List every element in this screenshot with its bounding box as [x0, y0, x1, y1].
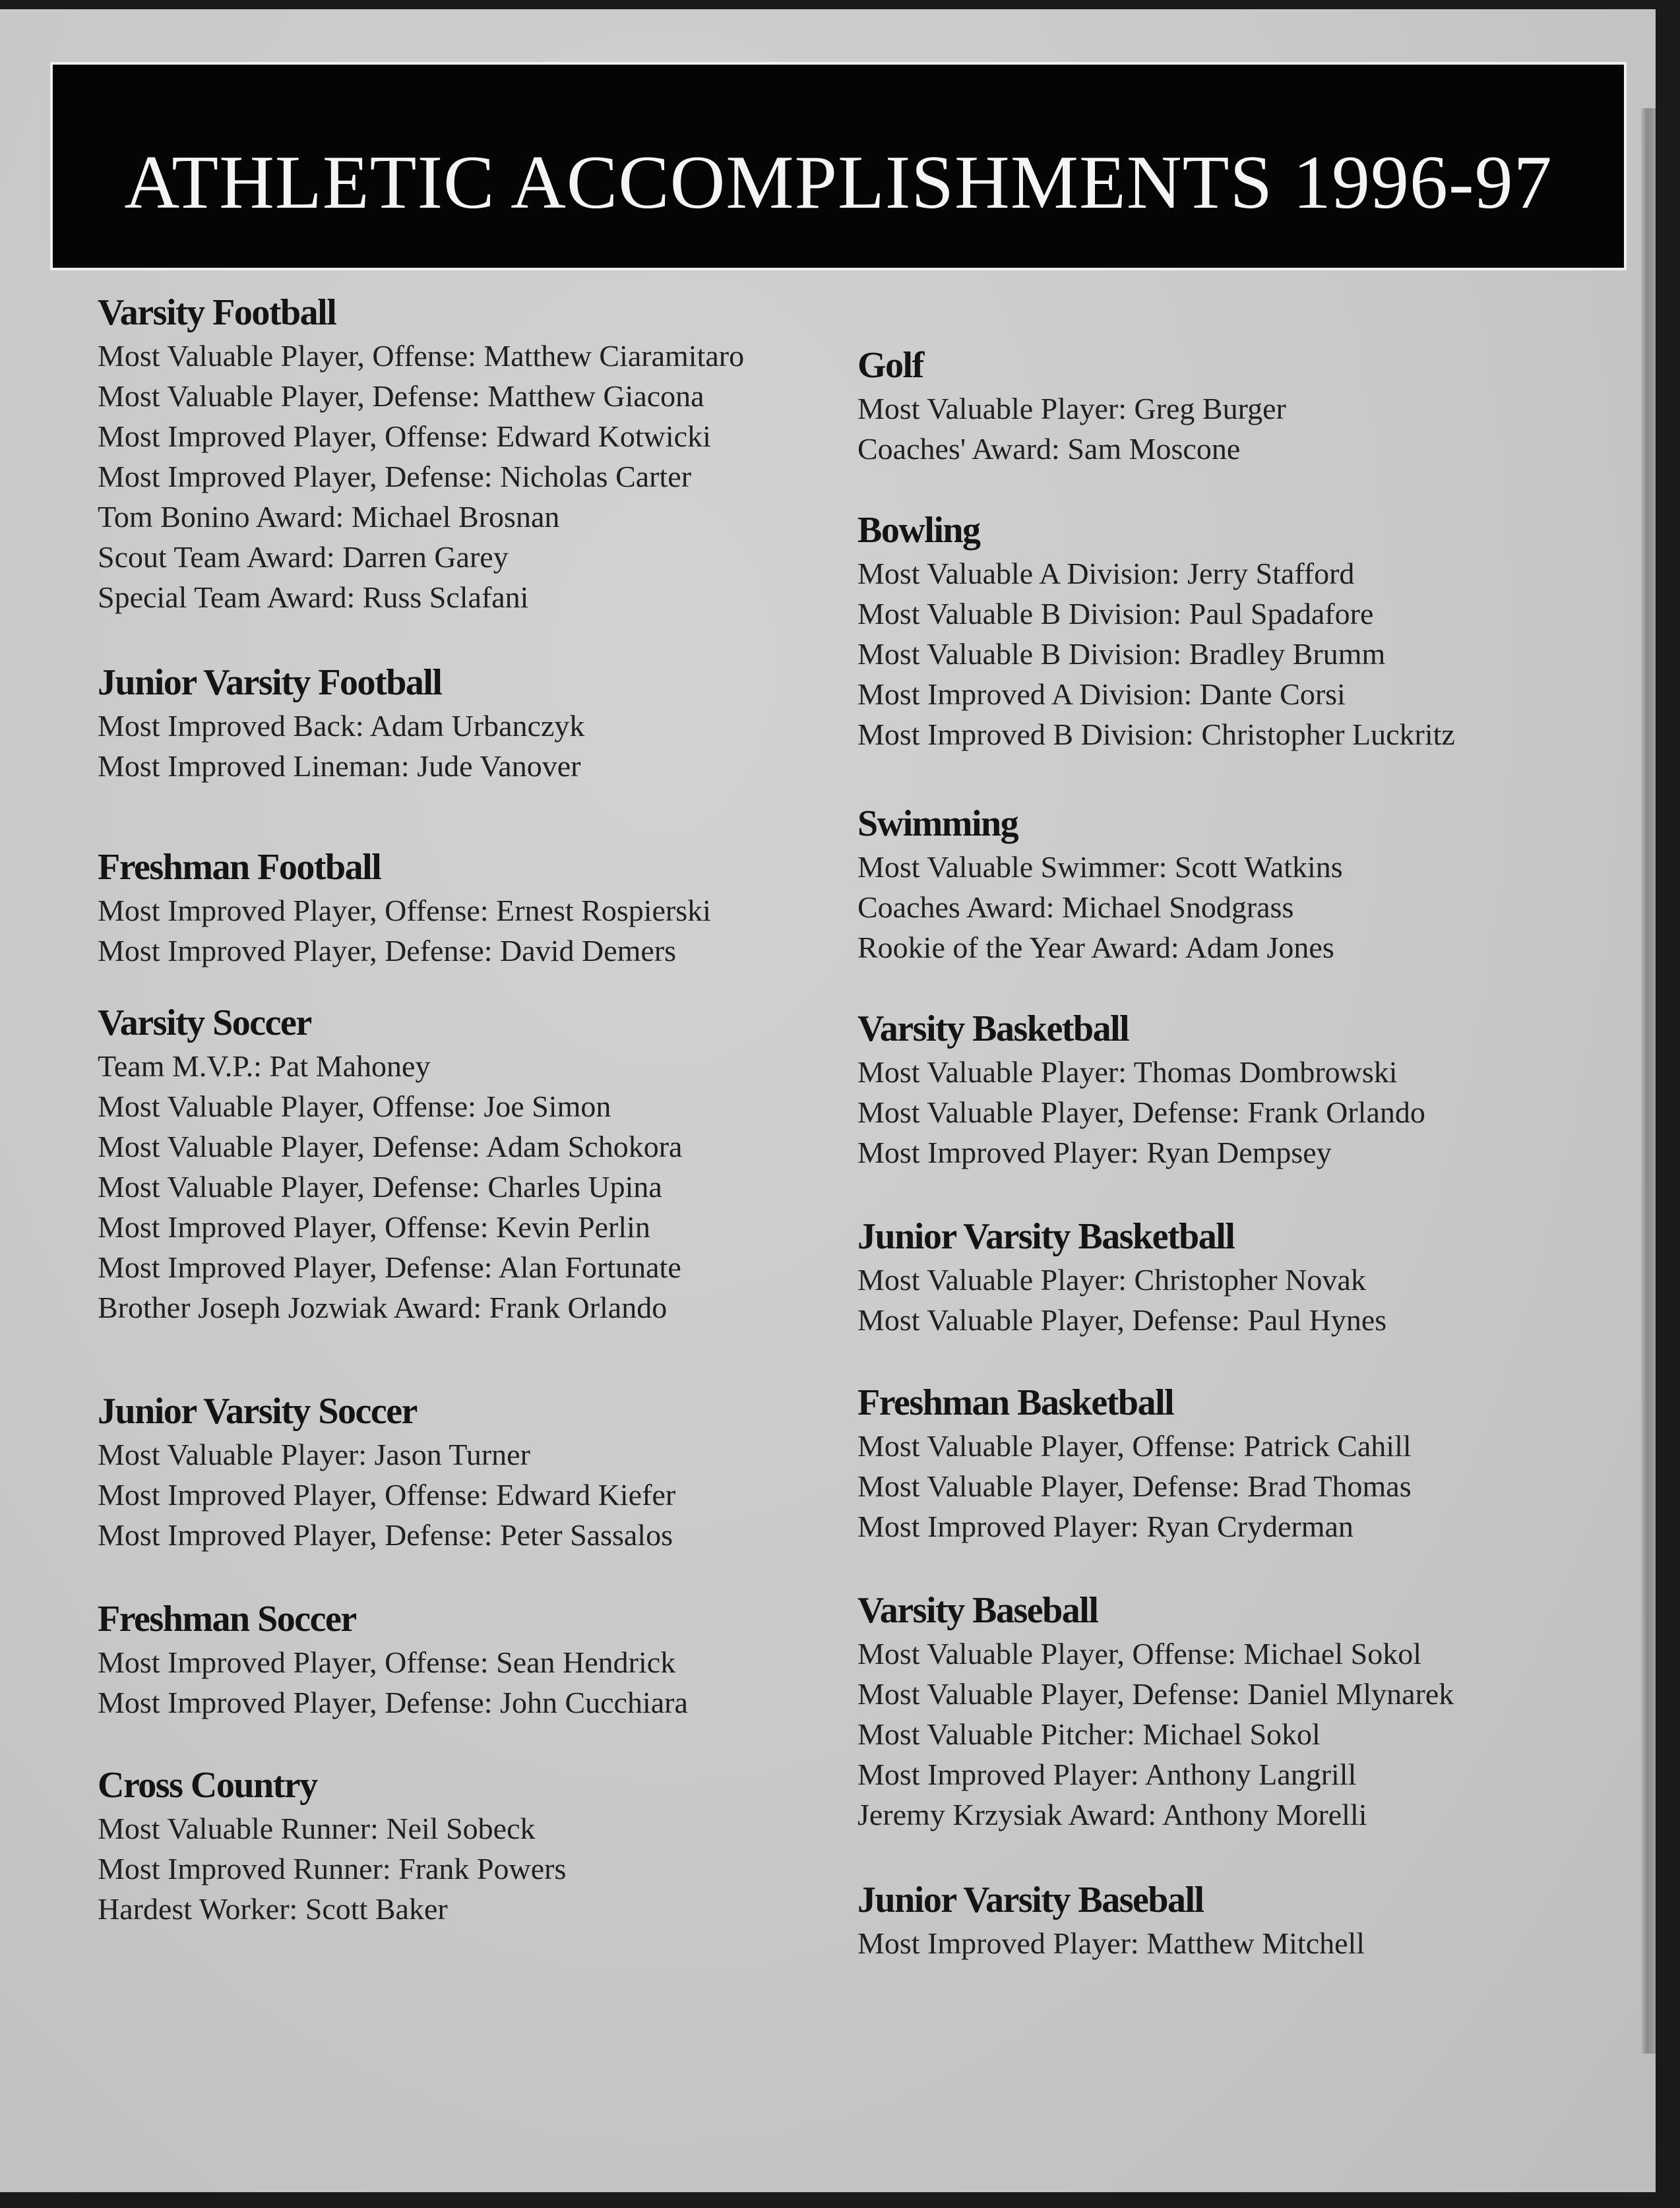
section-title: Cross Country	[98, 1765, 317, 1806]
award-line: Most Improved Player, Offense: Edward Kotwicki	[98, 419, 711, 453]
award-section	[98, 1388, 850, 1555]
award-section	[857, 801, 1609, 967]
award-line: Most Improved Runner: Frank Powers	[98, 1852, 567, 1886]
award-line: Brother Joseph Jozwiak Award: Frank Orlando	[98, 1291, 668, 1324]
yearbook-page	[0, 9, 1656, 2192]
award-section	[857, 1006, 1609, 1173]
section-title: Freshman Basketball	[857, 1382, 1174, 1423]
award-line: Most Improved Lineman: Jude Vanover	[98, 749, 581, 783]
section-title: Bowling	[857, 510, 980, 551]
award-line: Most Valuable Runner: Neil Sobeck	[98, 1812, 536, 1845]
award-line: Most Valuable Player, Offense: Joe Simon	[98, 1089, 611, 1123]
section-title: Freshman Football	[98, 847, 381, 888]
award-section	[857, 1877, 1609, 1963]
award-line: Most Valuable Player, Defense: Frank Orlando	[857, 1095, 1425, 1129]
award-line: Most Valuable Player, Defense: Charles Upina	[98, 1170, 662, 1204]
award-line: Most Improved Player: Ryan Cryderman	[857, 1510, 1353, 1543]
award-line: Most Valuable B Division: Bradley Brumm	[857, 637, 1386, 671]
award-section	[98, 1762, 850, 1929]
award-line: Coaches Award: Michael Snodgrass	[857, 890, 1294, 924]
award-line: Coaches' Award: Sam Moscone	[857, 432, 1241, 466]
section-title: Varsity Football	[98, 292, 336, 333]
award-section	[98, 1000, 850, 1328]
section-title: Junior Varsity Basketball	[857, 1216, 1235, 1257]
award-line: Most Valuable Pitcher: Michael Sokol	[857, 1717, 1321, 1751]
award-line: Jeremy Krzysiak Award: Anthony Morelli	[857, 1798, 1367, 1831]
section-title: Junior Varsity Baseball	[857, 1880, 1204, 1920]
award-line: Most Valuable A Division: Jerry Stafford	[857, 557, 1355, 590]
award-line: Most Valuable Player, Defense: Daniel Mlynarek	[857, 1677, 1454, 1711]
award-line: Most Valuable Player, Defense: Brad Thomas	[857, 1469, 1412, 1503]
award-line: Most Valuable Player: Greg Burger	[857, 392, 1286, 425]
award-line: Most Valuable Player, Offense: Michael Sokol	[857, 1637, 1421, 1671]
award-line: Most Valuable Player: Jason Turner	[98, 1438, 530, 1471]
award-section	[857, 1587, 1609, 1835]
award-line: Most Improved Player, Defense: Nicholas Carter	[98, 460, 692, 493]
award-line: Most Valuable Player, Offense: Matthew Ciaramitaro	[98, 339, 745, 373]
section-title: Varsity Basketball	[857, 1008, 1129, 1049]
award-section	[98, 659, 850, 786]
award-section	[857, 507, 1609, 754]
section-title: Freshman Soccer	[98, 1599, 356, 1640]
section-title: Swimming	[857, 803, 1018, 844]
award-line: Most Improved Player, Defense: John Cucchiara	[98, 1686, 688, 1719]
page-title: ATHLETIC ACCOMPLISHMENTS 1996-97	[124, 140, 1553, 225]
award-line: Most Valuable Player, Defense: Paul Hynes	[857, 1303, 1387, 1337]
award-line: Most Improved Player: Anthony Langrill	[857, 1758, 1357, 1791]
award-line: Most Improved Player, Offense: Ernest Rospierski	[98, 894, 711, 927]
section-title: Varsity Baseball	[857, 1590, 1098, 1631]
award-section	[857, 342, 1609, 469]
award-line: Tom Bonino Award: Michael Brosnan	[98, 500, 560, 534]
award-line: Scout Team Award: Darren Garey	[98, 540, 509, 574]
award-line: Most Valuable Player, Defense: Adam Schokora	[98, 1130, 683, 1163]
award-line: Rookie of the Year Award: Adam Jones	[857, 931, 1334, 964]
award-line: Special Team Award: Russ Sclafani	[98, 580, 529, 614]
section-title: Varsity Soccer	[98, 1002, 311, 1043]
right-column	[857, 342, 1609, 1963]
award-line: Most Improved Player, Offense: Sean Hendrick	[98, 1645, 676, 1679]
award-line: Most Improved Back: Adam Urbanczyk	[98, 709, 585, 743]
award-line: Most Improved Player: Ryan Dempsey	[857, 1136, 1332, 1169]
left-column	[98, 290, 850, 1929]
award-line: Most Improved Player: Matthew Mitchell	[857, 1926, 1365, 1960]
page-edge-shadow	[1641, 108, 1656, 2054]
section-title: Golf	[857, 345, 923, 386]
award-line: Most Valuable Swimmer: Scott Watkins	[857, 850, 1343, 884]
award-line: Most Valuable Player, Offense: Patrick Cahill	[857, 1429, 1412, 1463]
award-line: Most Improved Player, Defense: Peter Sassalos	[98, 1518, 673, 1552]
award-section	[98, 844, 850, 971]
award-line: Most Valuable B Division: Paul Spadafore	[857, 597, 1374, 630]
award-line: Team M.V.P.: Pat Mahoney	[98, 1049, 431, 1083]
section-title: Junior Varsity Soccer	[98, 1391, 417, 1432]
award-line: Most Improved B Division: Christopher Luckritz	[857, 718, 1455, 751]
award-section	[98, 1596, 850, 1723]
award-section	[857, 1213, 1609, 1340]
award-line: Hardest Worker: Scott Baker	[98, 1892, 448, 1926]
award-line: Most Improved Player, Defense: Alan Fortunate	[98, 1250, 681, 1284]
section-title: Junior Varsity Football	[98, 662, 442, 703]
award-line: Most Improved A Division: Dante Corsi	[857, 677, 1346, 711]
award-line: Most Improved Player, Offense: Kevin Perlin	[98, 1210, 650, 1244]
award-line: Most Valuable Player, Defense: Matthew Giacona	[98, 379, 704, 413]
award-line: Most Valuable Player: Christopher Novak	[857, 1263, 1366, 1297]
award-line: Most Valuable Player: Thomas Dombrowski	[857, 1055, 1398, 1089]
award-section	[98, 290, 850, 617]
award-section	[857, 1380, 1609, 1547]
title-banner	[50, 62, 1627, 270]
award-line: Most Improved Player, Offense: Edward Kiefer	[98, 1478, 676, 1512]
award-line: Most Improved Player, Defense: David Demers	[98, 934, 677, 967]
